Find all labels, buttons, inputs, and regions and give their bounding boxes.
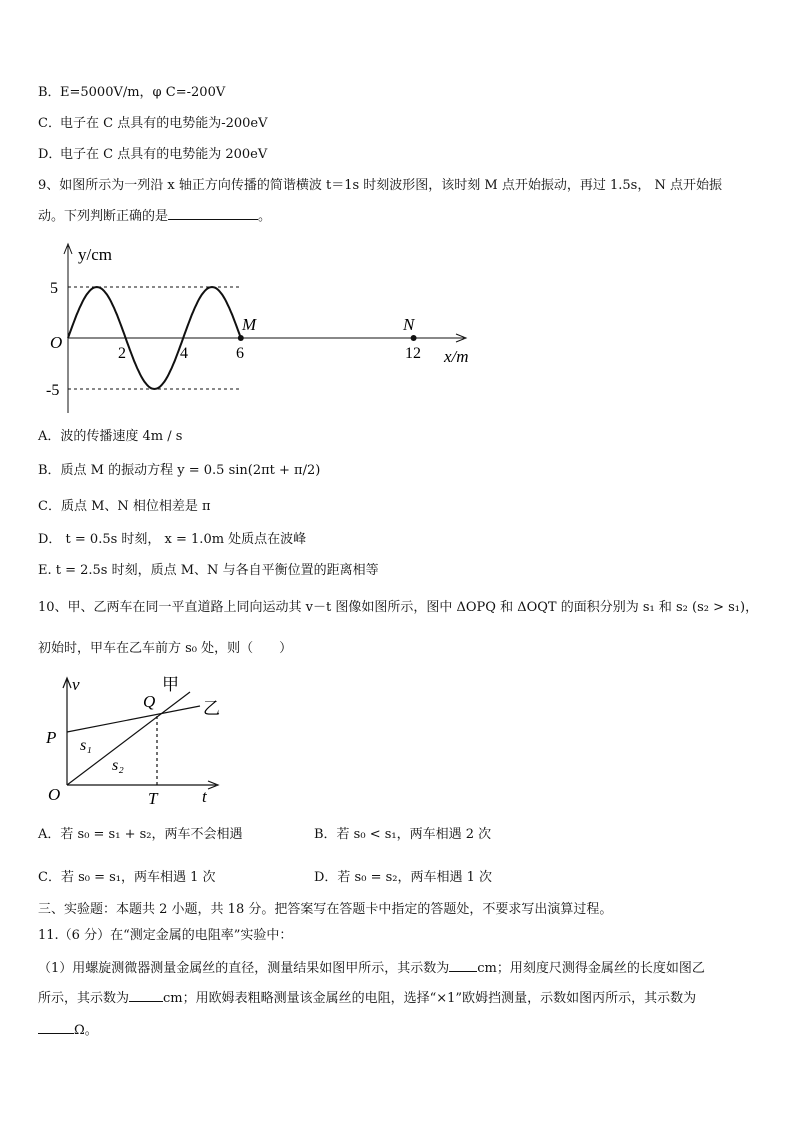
q10-option-b: B．若 s₀ < s₁，两车相遇 2 次 xyxy=(314,827,492,842)
q9-option-e: E. t = 2.5s 时刻，质点 M、N 与各自平衡位置的距离相等 xyxy=(38,563,379,578)
q10-stem-line1: 10、甲、乙两车在同一平直道路上同向运动其 v－t 图像如图所示，图中 ΔOPQ 和 ΔOQT 的面积分别为 s₁ 和 s₂ (s₂ > s₁)， xyxy=(38,600,759,615)
answer-blank[interactable] xyxy=(129,989,163,1002)
o-label: O xyxy=(48,785,61,804)
label-m: M xyxy=(242,315,257,334)
q8-option-b: B． xyxy=(38,85,61,100)
q9-stem-text: 动。下列判断正确的是 xyxy=(38,209,169,224)
q9-stem-end: 。 xyxy=(258,209,272,224)
answer-blank[interactable] xyxy=(38,1021,74,1034)
q11-part2-text-b: cm；用欧姆表粗略测量该金属丝的电阻，选择“×1”欧姆挡测量，示数如图丙所示，其示数为 xyxy=(163,991,697,1006)
q11-stem: 11.（6 分）在“测定金属的电阻率”实验中： xyxy=(38,928,293,943)
s2-label: s₂ xyxy=(112,757,124,774)
label-n: N xyxy=(403,315,415,334)
yi-label: 乙 xyxy=(203,699,220,718)
t-label: t xyxy=(202,787,207,806)
q8-option-c: C． xyxy=(38,116,61,131)
q11-part1-line2 xyxy=(38,989,696,1008)
q11-part3-text: Ω。 xyxy=(74,1023,98,1038)
q11-part1-text-b: cm；用刻度尺测得金属丝的长度如图乙 xyxy=(477,961,705,976)
jia-label: 甲 xyxy=(162,675,179,694)
v-label: v xyxy=(72,675,80,694)
q8-option-d-text: 电子在 C 点具有的电势能为 200eV xyxy=(60,147,268,162)
x-tick-2: 2 xyxy=(118,345,126,362)
x-tick-12: 12 xyxy=(405,345,421,362)
q11-part1-text-a: （1）用螺旋测微器测量金属丝的直径，测量结果如图甲所示，其示数为 xyxy=(38,961,450,976)
q10-option-d: D．若 s₀ = s₂，两车相遇 1 次 xyxy=(314,870,493,885)
q10-option-a: A．若 s₀ = s₁ + s₂，两车不会相遇 xyxy=(38,827,243,842)
x-tick-6: 6 xyxy=(236,345,244,362)
point-n xyxy=(411,335,417,341)
y-tick-5: 5 xyxy=(50,280,58,297)
q11-part1-line1 xyxy=(38,959,705,978)
q-label: Q xyxy=(143,692,156,711)
q11-part1-line3 xyxy=(38,1021,98,1040)
q10-option-c: C．若 s₀ = s₁，两车相遇 1 次 xyxy=(38,870,216,885)
q9-option-d: D． t = 0.5s 时刻， x = 1.0m 处质点在波峰 xyxy=(38,532,307,547)
q10-stem-line2: 初始时，甲车在乙车前方 s₀ 处，则（ ） xyxy=(38,641,293,656)
q11-part2-text-a: 所示，其示数为 xyxy=(38,991,130,1006)
q9-option-b: B．质点 M 的振动方程 y = 0.5 sin(2πt + π/2) xyxy=(38,463,321,478)
p-label: P xyxy=(46,728,57,747)
q8-option-d: D． xyxy=(38,147,62,162)
y-tick-neg5: -5 xyxy=(46,382,60,399)
s1-label: s₁ xyxy=(80,737,92,754)
origin-label: O xyxy=(50,333,63,352)
q9-option-c: C．质点 M、N 相位相差是 π xyxy=(38,499,211,514)
q9-stem-line2 xyxy=(38,207,271,226)
q9-stem-line1: 9、如图所示为一列沿 x 轴正方向传播的简谐横波 t＝1s 时刻波形图，该时刻 M 点开始振动，再过 1.5s， N 点开始振 xyxy=(38,178,722,193)
wave-figure xyxy=(44,238,484,420)
y-axis-label: y/cm xyxy=(78,245,112,264)
point-m xyxy=(238,335,244,341)
answer-blank[interactable] xyxy=(449,959,477,972)
q8-option-b-text: E=5000V/m，φ C=-200V xyxy=(60,85,226,100)
vt-figure xyxy=(40,672,240,812)
x-axis-label: x/m xyxy=(444,347,469,366)
q9-option-a: A．波的传播速度 4m / s xyxy=(38,429,183,444)
line-yi xyxy=(67,706,200,732)
section-3-heading: 三、实验题：本题共 2 小题，共 18 分。把答案写在答题卡中指定的答题处，不要求写出演算过程。 xyxy=(38,902,613,917)
t-point-label: T xyxy=(148,789,158,808)
x-tick-4: 4 xyxy=(180,345,188,362)
q8-option-c-text: 电子在 C 点具有的电势能为-200eV xyxy=(60,116,268,131)
answer-blank[interactable] xyxy=(168,207,258,220)
